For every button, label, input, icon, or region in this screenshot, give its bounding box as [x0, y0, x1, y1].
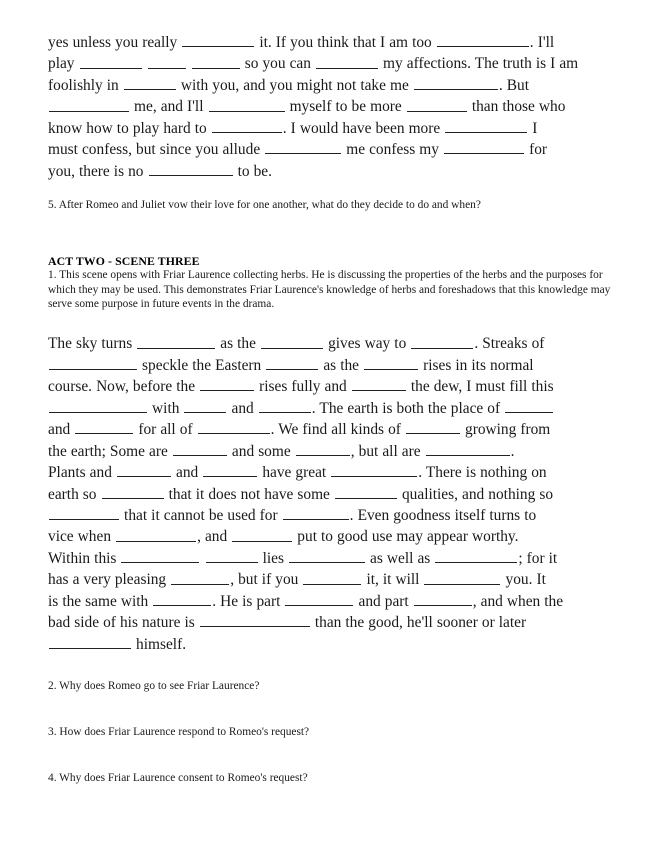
passage-text: play — [48, 55, 79, 73]
page-content — [48, 32, 624, 785]
answer-blank[interactable] — [261, 333, 323, 348]
answer-blank[interactable] — [335, 484, 397, 499]
passage-text: himself. — [132, 635, 187, 653]
answer-blank[interactable] — [265, 139, 341, 154]
passage-text: qualities, and nothing so — [397, 485, 554, 503]
passage-text: for — [525, 141, 548, 159]
answer-blank[interactable] — [116, 526, 196, 541]
answer-blank[interactable] — [505, 398, 553, 413]
answer-blank[interactable] — [121, 548, 199, 563]
passage-text: put to good use may appear worthy. — [293, 528, 519, 546]
passage-line — [48, 526, 624, 547]
answer-blank[interactable] — [148, 53, 186, 68]
passage-text: vice when — [48, 528, 116, 546]
answer-blank[interactable] — [49, 634, 131, 649]
answer-blank[interactable] — [232, 526, 292, 541]
note-1: 1. This scene opens with Friar Laurence collecting herbs. He is discussing the properties of the herbs and the purposes for which they may be used. This demonstrates Friar Laurence's knowledge of herbs and foreshadows that this knowledge may serve some purpose in future events in the drama. — [48, 269, 611, 310]
answer-blank[interactable] — [206, 548, 258, 563]
passage-text: I — [528, 119, 538, 137]
passage-text: Within this — [48, 550, 121, 568]
passage-text: . Even goodness itself turns to — [349, 507, 537, 525]
passage-line — [48, 612, 624, 633]
passage-line — [48, 53, 624, 74]
answer-blank[interactable] — [266, 355, 318, 370]
act-two-scene-three-heading: ACT TWO - SCENE THREE — [48, 254, 200, 269]
answer-blank[interactable] — [259, 398, 311, 413]
passage-text: my affections. The truth is I am — [379, 55, 579, 73]
answer-blank[interactable] — [411, 333, 473, 348]
passage-text: for all of — [134, 421, 197, 439]
passage-line — [48, 139, 624, 160]
passage-line — [48, 333, 624, 354]
answer-blank[interactable] — [296, 441, 350, 456]
passage-text: Plants and — [48, 464, 116, 482]
passage-line — [48, 419, 624, 440]
answer-blank[interactable] — [406, 419, 460, 434]
answer-blank[interactable] — [303, 569, 361, 584]
passage-text: . I would have been more — [282, 119, 445, 137]
answer-blank[interactable] — [184, 398, 226, 413]
passage-text: and — [48, 421, 75, 439]
passage-text: , and when the — [472, 592, 564, 610]
answer-blank[interactable] — [200, 376, 254, 391]
passage-text: me confess my — [342, 141, 444, 159]
answer-blank[interactable] — [424, 569, 500, 584]
passage-line — [48, 75, 624, 96]
answer-blank[interactable] — [316, 53, 378, 68]
passage-text: rises fully and — [255, 378, 351, 396]
passage-text: , but if you — [230, 571, 303, 589]
passage-text: know how to play hard to — [48, 119, 211, 137]
answer-blank[interactable] — [149, 161, 233, 176]
passage-text: and — [171, 464, 203, 482]
passage-text: with you, and you might not take me — [176, 77, 413, 95]
passage-text: gives way to — [324, 335, 411, 353]
passage-text: . But — [498, 77, 529, 95]
passage-text: course. Now, before the — [48, 378, 200, 396]
passage-line — [48, 355, 624, 376]
passage-text: than those who — [467, 98, 566, 116]
answer-blank[interactable] — [102, 484, 164, 499]
passage-text: to be. — [233, 162, 272, 180]
question-3: 3. How does Friar Laurence respond to Romeo's request? — [48, 726, 310, 739]
passage-line — [48, 118, 624, 139]
passage-friar-laurence-cloze — [48, 333, 624, 655]
passage-text: it. If you think that I am too — [255, 34, 436, 52]
answer-blank[interactable] — [137, 333, 215, 348]
answer-blank[interactable] — [117, 462, 171, 477]
passage-text: the dew, I must fill this — [406, 378, 554, 396]
passage-text: and part — [354, 592, 413, 610]
passage-line — [48, 462, 624, 483]
passage-text: speckle the Eastern — [138, 357, 266, 374]
passage-text — [200, 550, 204, 567]
passage-text: yes unless you really — [48, 34, 182, 52]
answer-blank[interactable] — [124, 75, 176, 90]
answer-blank[interactable] — [364, 355, 418, 370]
passage-line — [48, 96, 624, 117]
passage-text: foolishly in — [48, 77, 123, 95]
passage-text: and some — [227, 442, 295, 460]
question-2: 2. Why does Romeo go to see Friar Laurence? — [48, 680, 260, 693]
passage-line — [48, 376, 624, 397]
passage-text: ; for it — [518, 550, 558, 568]
answer-blank[interactable] — [407, 96, 467, 111]
answer-blank[interactable] — [331, 462, 417, 477]
passage-line — [48, 505, 624, 526]
answer-blank[interactable] — [198, 419, 270, 434]
passage-text: as well as — [366, 550, 435, 568]
passage-text: that it does not have some — [164, 485, 334, 503]
passage-text: . I'll — [529, 34, 555, 52]
answer-blank[interactable] — [445, 118, 527, 133]
passage-text: with — [148, 399, 184, 417]
passage-text: . We find all kinds of — [270, 421, 405, 439]
spacer-before-question-2 — [48, 655, 624, 679]
passage-text: bad side of his nature is — [48, 614, 199, 632]
answer-blank[interactable] — [75, 419, 133, 434]
spacer-after-passage-one — [48, 182, 624, 198]
answer-blank[interactable] — [435, 548, 517, 563]
passage-text: . The earth is both the place of — [311, 399, 505, 417]
passage-text: growing from — [460, 421, 551, 439]
answer-blank[interactable] — [173, 441, 227, 456]
answer-blank[interactable] — [444, 139, 524, 154]
answer-blank[interactable] — [283, 505, 349, 520]
passage-text: that it cannot be used for — [120, 507, 282, 525]
passage-text: rises in its normal — [419, 357, 534, 374]
passage-line — [48, 161, 624, 182]
passage-line — [48, 634, 624, 655]
answer-blank[interactable] — [414, 591, 472, 606]
passage-text: lies — [258, 550, 288, 568]
question-4: 4. Why does Friar Laurence consent to Romeo's request? — [48, 772, 308, 785]
answer-blank[interactable] — [49, 505, 119, 520]
answer-blank[interactable] — [200, 612, 310, 627]
passage-text: and — [227, 399, 258, 417]
passage-text — [187, 56, 191, 73]
answer-blank[interactable] — [80, 53, 142, 68]
spacer-q3-q4 — [48, 739, 624, 771]
passage-text: me, and I'll — [130, 98, 208, 116]
passage-text: you, there is no — [48, 162, 148, 180]
passage-text: , but all are — [350, 442, 425, 460]
answer-blank[interactable] — [49, 355, 137, 370]
spacer-before-act-heading — [48, 212, 624, 254]
spacer-before-passage-two — [48, 311, 624, 333]
answer-blank[interactable] — [203, 462, 257, 477]
passage-text: than the good, he'll sooner or later — [310, 614, 527, 632]
passage-text: the earth; Some are — [48, 442, 172, 460]
answer-blank[interactable] — [209, 96, 285, 111]
passage-text: you. It — [501, 571, 546, 589]
answer-blank[interactable] — [437, 32, 529, 47]
passage-text: The sky turns — [48, 335, 137, 353]
passage-text: . Streaks of — [474, 335, 545, 353]
answer-blank[interactable] — [192, 53, 240, 68]
passage-line — [48, 591, 624, 612]
answer-blank[interactable] — [49, 398, 147, 413]
passage-text: . He is part — [212, 592, 285, 610]
question-5: 5. After Romeo and Juliet vow their love for one another, what do they decide to do and when? — [48, 199, 481, 212]
answer-blank[interactable] — [182, 32, 254, 47]
answer-blank[interactable] — [285, 591, 353, 606]
passage-line — [48, 569, 624, 590]
passage-text: earth so — [48, 485, 101, 503]
answer-blank[interactable] — [171, 569, 229, 584]
answer-blank[interactable] — [414, 75, 498, 90]
passage-line — [48, 32, 624, 53]
answer-blank[interactable] — [352, 376, 406, 391]
passage-text: so you can — [240, 55, 315, 73]
passage-text: . — [510, 442, 515, 460]
passage-text — [143, 56, 147, 73]
passage-juliet-cloze — [48, 32, 624, 182]
passage-text: have great — [258, 464, 331, 482]
passage-text: is the same with — [48, 592, 153, 610]
passage-line — [48, 484, 624, 505]
passage-text: must confess, but since you allude — [48, 141, 265, 159]
answer-blank[interactable] — [289, 548, 365, 563]
passage-text: . There is nothing on — [418, 464, 547, 482]
answer-blank[interactable] — [212, 118, 282, 133]
passage-text: myself to be more — [285, 98, 406, 116]
spacer-q2-q3 — [48, 693, 624, 725]
answer-blank[interactable] — [153, 591, 211, 606]
passage-line — [48, 441, 624, 462]
passage-text: , and — [197, 528, 232, 546]
passage-text: it, it will — [362, 571, 424, 589]
passage-text: as the — [319, 357, 364, 374]
passage-line — [48, 398, 624, 419]
answer-blank[interactable] — [426, 441, 510, 456]
passage-text: as the — [216, 335, 261, 353]
passage-text: has a very pleasing — [48, 571, 171, 589]
passage-line — [48, 548, 624, 569]
answer-blank[interactable] — [49, 96, 129, 111]
